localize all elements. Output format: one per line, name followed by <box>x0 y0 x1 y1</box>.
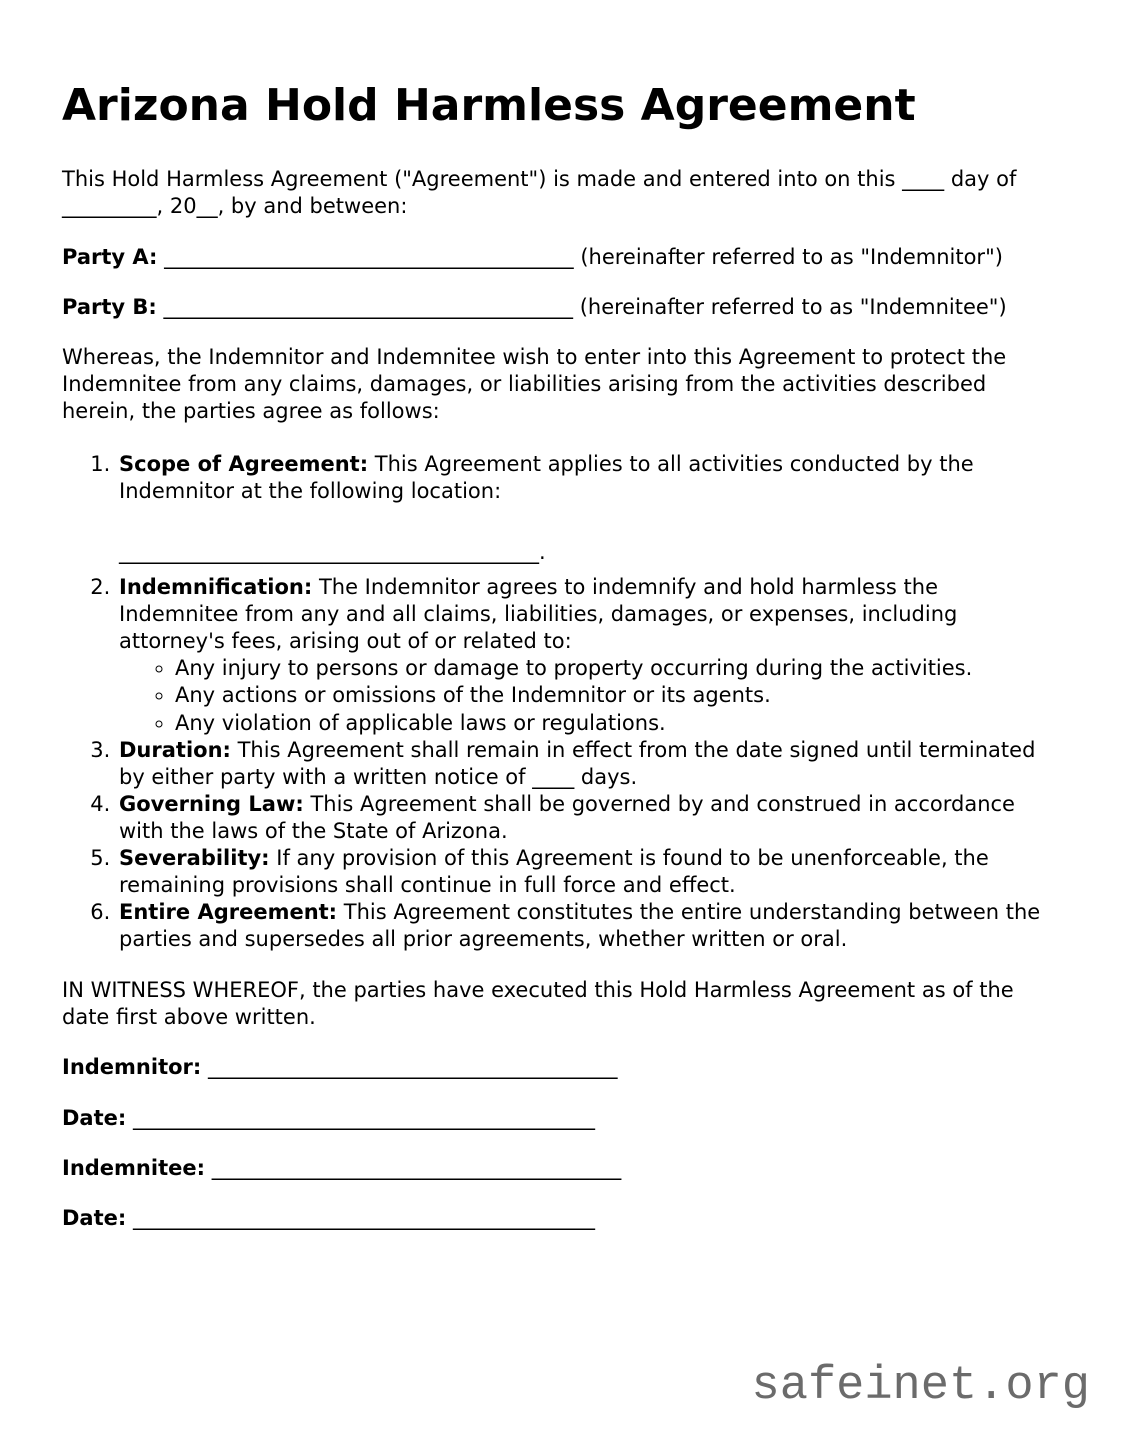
clause-severability <box>117 845 1064 899</box>
clause-entire-agreement <box>117 899 1064 953</box>
party-b-label: Party B: <box>62 294 157 319</box>
indemnification-bullet: ◦ Any violation of applicable laws or regulations. <box>175 710 1064 737</box>
signature-indemnitee-label: Indemnitee: <box>62 1155 205 1180</box>
party-a-blank: _______________________________________ <box>164 244 574 269</box>
clause-scope-text: This Agreement applies to all activities conducted by the Indemnitor at the following location: <box>119 451 974 504</box>
signature-indemnitor-blank: _______________________________________ <box>207 1055 618 1080</box>
signature-indemnitee-blank: _______________________________________ <box>211 1155 622 1180</box>
clause-governing-law-label: Governing Law: <box>119 791 304 816</box>
clause-governing-law-text: This Agreement shall be governed by and construed in accordance with the laws of the State of Arizona. <box>119 791 1015 843</box>
signature-indemnitee-line <box>62 1155 1064 1182</box>
indemnification-bullet-list <box>119 655 1064 736</box>
watermark-text: safeinet.org <box>751 1360 1090 1414</box>
signature-date-1-label: Date: <box>62 1105 127 1130</box>
party-b-suffix: (hereinafter referred to as "Indemnitee") <box>579 294 1007 319</box>
party-a-line <box>62 244 1064 271</box>
signature-date-1-blank: ____________________________________________ <box>132 1105 595 1130</box>
party-a-label: Party A: <box>62 244 158 269</box>
signature-date-2-label: Date: <box>62 1205 127 1230</box>
location-blank-line: ________________________________________. <box>119 540 546 565</box>
signature-date-2-line <box>62 1205 1064 1232</box>
indemnification-bullet: ◦ Any actions or omissions of the Indemnitor or its agents. <box>175 682 1064 709</box>
party-b-line <box>62 294 1064 321</box>
clause-indemnification-label: Indemnification: <box>119 575 313 600</box>
clause-entire-agreement-label: Entire Agreement: <box>119 900 338 925</box>
signature-date-2-blank: ____________________________________________ <box>132 1205 595 1230</box>
clause-severability-text: If any provision of this Agreement is found to be unenforceable, the remaining provisions shall continue in full force and effect. <box>119 845 989 898</box>
signature-indemnitor-line <box>62 1054 1064 1081</box>
indemnification-bullet: ◦ Any injury to persons or damage to property occurring during the activities. <box>175 655 1064 682</box>
clause-indemnification <box>117 574 1064 736</box>
clause-duration-text: This Agreement shall remain in effect from the date signed until terminated by either party with a written notice of ____ days. <box>119 737 1036 789</box>
recitals-paragraph: Whereas, the Indemnitor and Indemnitee wish to enter into this Agreement to protect the Indemnitee from any claims, damages, or liabilities arising from the activities described herein, the parties agree as follows: <box>62 344 1007 423</box>
intro-paragraph: This Hold Harmless Agreement ("Agreement") is made and entered into on this ____ day of _________, 20__, by and between: <box>62 167 1017 219</box>
clause-entire-agreement-text: This Agreement constitutes the entire understanding between the parties and supersedes all prior agreements, whether written or oral. <box>119 900 1041 952</box>
clause-indemnification-text: The Indemnitor agrees to indemnify and hold harmless the Indemnitee from any and all claims, liabilities, damages, or expenses, including attorney's fees, arising out of or related to: <box>119 575 958 654</box>
party-b-blank: _______________________________________ <box>163 294 573 319</box>
clause-scope-of-agreement <box>117 451 1064 566</box>
clause-duration <box>117 737 1064 791</box>
clause-scope-label: Scope of Agreement: <box>119 451 369 476</box>
clause-severability-label: Severability: <box>119 845 270 870</box>
witness-paragraph: IN WITNESS WHEREOF, the parties have executed this Hold Harmless Agreement as of the date first above written. <box>62 978 1014 1030</box>
clauses-list <box>62 451 1064 953</box>
page-title: Arizona Hold Harmless Agreement <box>62 80 916 131</box>
signature-indemnitor-label: Indemnitor: <box>62 1055 202 1080</box>
party-a-suffix: (hereinafter referred to as "Indemnitor") <box>580 244 1003 269</box>
clause-governing-law <box>117 791 1064 845</box>
signature-date-1-line <box>62 1105 1064 1132</box>
clause-duration-label: Duration: <box>119 737 231 762</box>
